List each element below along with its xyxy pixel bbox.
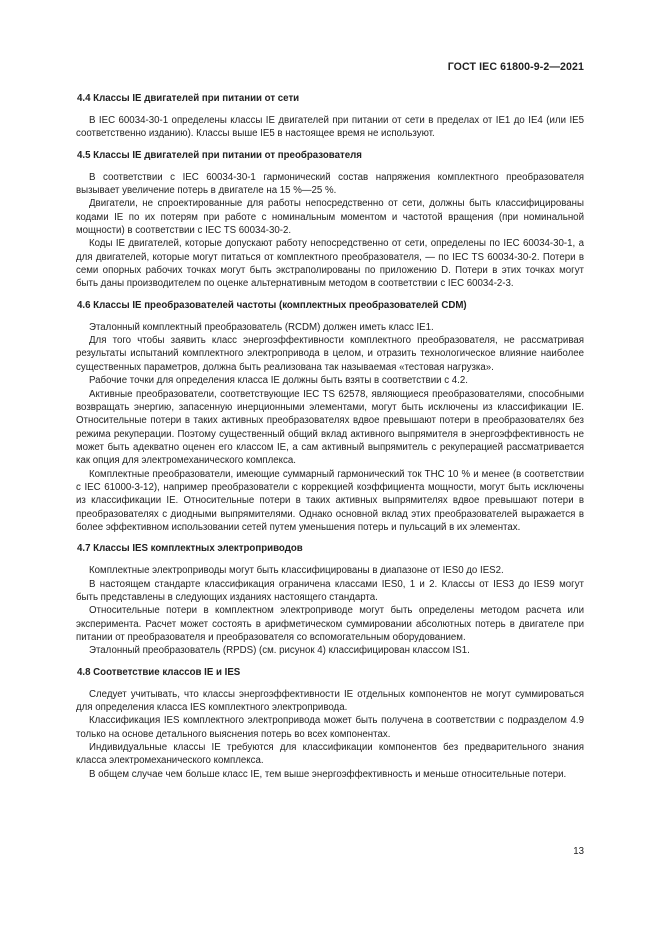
paragraph: Относительные потери в комплектном электроприводе могут быть определены методом расчета или эксперимента. Расчет может состоять в арифметическом суммировании абсолютных потерь в двигателе при питании от преобразователя и преобразователя со вспомогательным оборудованием.: [76, 605, 584, 643]
section-heading: 4.6 Классы IE преобразователей частоты (комплектных преобразователей CDM): [77, 299, 467, 311]
paragraph: Для того чтобы заявить класс энергоэффективности комплектного преобразователя, не рассматривая результаты испытаний комплектного электропривода в целом, и отразить технологическое влияние наиболее существенных параметров, должна быть реализована так называемая «тестовая нагрузка».: [76, 335, 584, 373]
paragraph: Следует учитывать, что классы энергоэффективности IE отдельных компонентов не могут суммироваться для определения класса IES комплектного электропривода.: [76, 688, 584, 714]
standard-designation: ГОСТ IEC 61800-9-2—2021: [447, 61, 584, 73]
page-number: 13: [573, 846, 584, 857]
document-body: [76, 92, 584, 789]
paragraph: Эталонный преобразователь (RPDS) (см. рисунок 4) классифицирован классом IS1.: [89, 645, 470, 657]
section-heading: 4.5 Классы IE двигателей при питании от преобразователя: [77, 149, 362, 161]
section-heading: 4.4 Классы IE двигателей при питании от сети: [77, 93, 300, 104]
paragraph: Коды IE двигателей, которые допускают работу непосредственно от сети, определены по IEC 60034-30-1, а для двигателей, которые могут питаться от комплектного преобразователя, — по IEC TS 60034-30-2. Потери в семи опорных рабочих точках могут быть экстраполированы по приложению D. Потери в этих точках могут быть даны производителем по оценке альтернативным методом в соответствии с IEC 60034-2-3.: [76, 238, 584, 290]
paragraph: В соответствии с IEC 60034-30-1 гармонический состав напряжения комплектного преобразователя вызывает увеличение потерь в двигателе на 15 %—25 %.: [76, 171, 584, 197]
section-4-6: [76, 299, 584, 535]
paragraph: Эталонный комплектный преобразователь (RCDM) должен иметь класс IE1.: [89, 321, 434, 333]
section-4-7: [76, 542, 584, 657]
section-heading: 4.7 Классы IES комплектных электроприводов: [77, 543, 303, 555]
section-4-5: [76, 149, 584, 291]
paragraph: Комплектные электроприводы могут быть классифицированы в диапазоне от IES0 до IES2.: [89, 565, 504, 577]
paragraph: Классификация IES комплектного электропривода может быть получена в соответствии с подразделом 4.9 только на основе детального выяснения потерь во всех компонентах.: [76, 715, 584, 740]
section-4-8: [76, 666, 584, 781]
section-4-4: [76, 92, 584, 141]
paragraph: В IEC 60034-30-1 определены классы IE двигателей при питании от сети в пределах от IE1 до IE4 (или IE5 соответственно изданию). Классы выше IE5 в настоящее время не используют.: [76, 115, 584, 140]
paragraph: Двигатели, не спроектированные для работы непосредственно от сети, должны быть классифицированы кодами IE по их потерям при работе с номинальным моментом и частотой вращения (при номинальной мощности) в соответствии с IEC TS 60034-30-2.: [76, 198, 584, 237]
paragraph: В настоящем стандарте классификация ограничена классами IES0, 1 и 2. Классы от IES3 до IES9 могут быть представлены в следующих изданиях настоящего стандарта.: [76, 578, 584, 603]
paragraph: Индивидуальные классы IE требуются для классификации компонентов без предварительного знания класса электромеханического комплекса.: [76, 742, 584, 767]
paragraph: Активные преобразователи, соответствующие IEC TS 62578, являющиеся преобразователями, способными возвращать энергию, запасенную инерционными элементами, могут быть исключены из классификации IE. Относительные потери в таких активных преобразователях вдвое превышают потери в преобразователях без режима рекуперации. Поэтому существенный общий вклад активного выпрямителя в энергоэффективность не может быть адекватно оценен его классом IE, а сам активный выпрямитель с рекуперацией рассматривается как опция для электромеханического комплекса.: [76, 388, 584, 467]
paragraph: Комплектные преобразователи, имеющие суммарный гармонический ток THC 10 % и менее (в соответствии с IEC 61000-3-12), например преобразователи с коррекцией коэффициента мощности, могут быть исключены из классификации IE. Относительные потери в таких активных выпрямителях вдвое превышают потери в преобразователях с диодными выпрямителями. Однако основной вклад этих преобразователей выражается в более эффективном использовании сетей путем уменьшения потерь и пульсаций в их элементах.: [76, 468, 584, 533]
section-heading: 4.8 Соответствие классов IE и IES: [77, 666, 241, 678]
paragraph: Рабочие точки для определения класса IE должны быть взяты в соответствии с 4.2.: [89, 375, 468, 387]
paragraph: В общем случае чем больше класс IE, тем выше энергоэффективность и меньше относительные потери.: [89, 768, 567, 780]
